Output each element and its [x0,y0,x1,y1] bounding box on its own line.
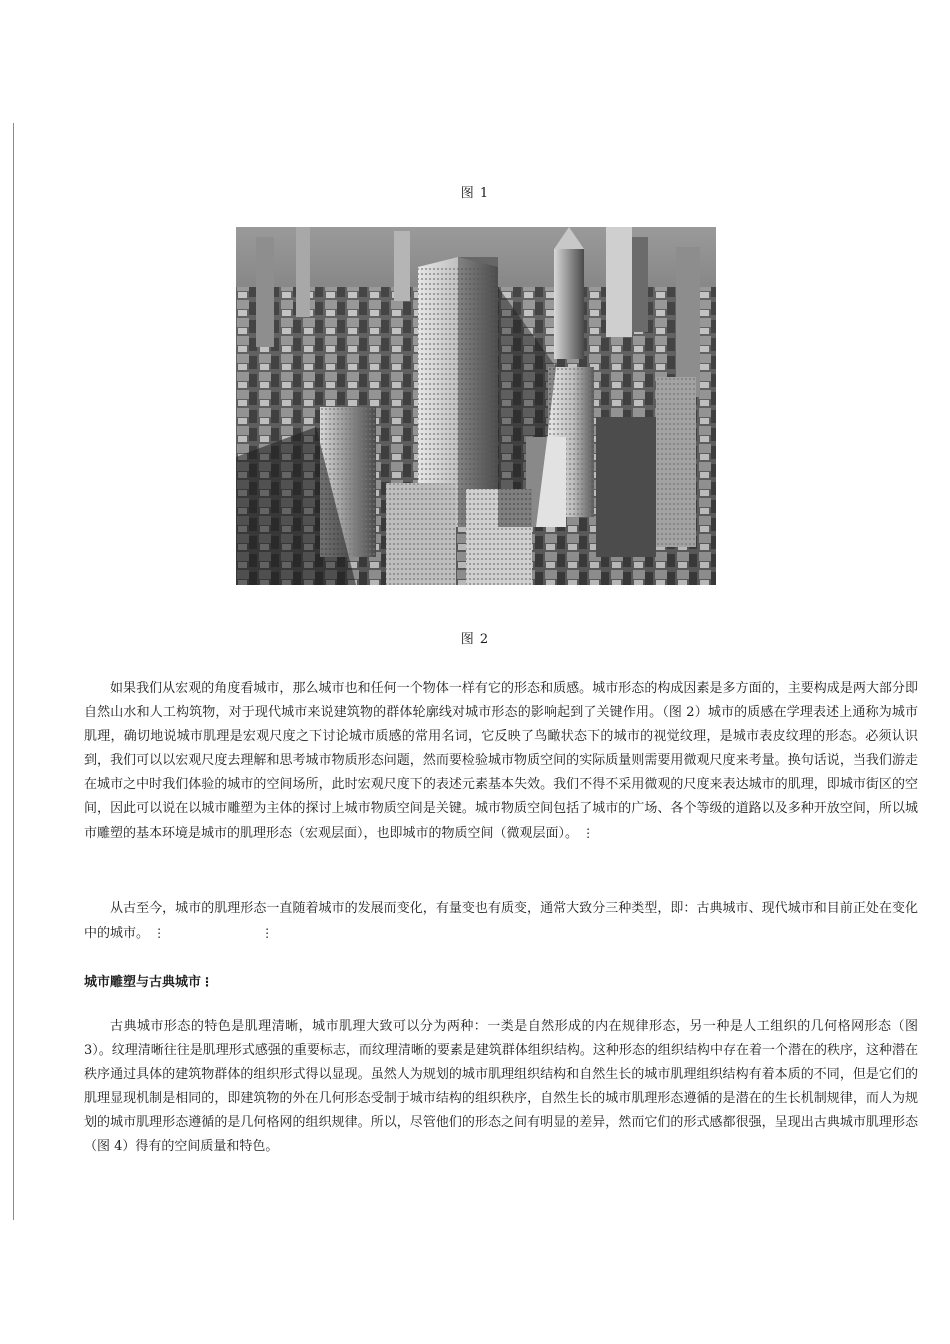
body-paragraph-3 [84,1015,918,1159]
section-heading [84,973,213,992]
footnote-mark: ⋮ [582,826,595,840]
paragraph-3-text: 古典城市形态的特色是肌理清晰，城市肌理大致可以分为两种：一类是自然形成的内在规律形态，另一种是人工组织的几何格网形态（图 3）。纹理清晰往往是肌理形式感强的重要标志，而纹理清晰的要素是建筑群体组织结构。这种形态的组织结构中存在着一个潜在的秩序，这种潜在秩序通过具体的建筑物群体的组织形式得以显现。虽然人为规划的城市肌理组织结构和自然生长的城市肌理组织结构有着本质的不同，但是它们的肌理显现机制是相同的，即建筑物的外在几何形态受制于城市结构的组织秩序，自然生长的城市肌理形态遵循的是潜在的生长机制规律，而人为规划的城市肌理形态遵循的是几何格网的组织规律。所以，尽管他们的形态之间有明显的差异，然而它们的形式感都很强，呈现出古典城市肌理形态（图 4）得有的空间质量和特色。 [84,1019,918,1154]
page-margin-rule [13,123,14,1220]
aerial-city-photo-icon [236,227,716,585]
aerial-city-photo [236,227,716,585]
body-paragraph-1 [84,677,918,846]
figure-2-caption: 图 2 [460,632,490,647]
section-heading-text: 城市雕塑与古典城市 [84,975,202,990]
footnote-mark: ⋮ [261,926,274,940]
footnote-mark: ⋮ [153,926,166,940]
body-paragraph-2 [84,897,918,946]
footnote-mark: ⋮ [201,975,214,989]
paragraph-2-text: 从古至今，城市的肌理形态一直随着城市的发展而变化，有量变也有质变，通常大致分三种类型，即：古典城市、现代城市和目前正处在变化中的城市。 [84,901,918,941]
figure-1-caption: 图 1 [460,186,490,201]
paragraph-1-text: 如果我们从宏观的角度看城市，那么城市也和任何一个物体一样有它的形态和质感。城市形态的构成因素是多方面的，主要构成是两大部分即自然山水和人工构筑物，对于现代城市来说建筑物的群体轮廓线对城市形态的影响起到了关键作用。（图 2）城市的质感在学理表述上通称为城市肌理，确切地说城市肌理是宏观尺度之下讨论城市质感的常用名词，它反映了鸟瞰状态下的城市的视觉纹理，是城市表皮纹理的形态。必须认识到，我们可以以宏观尺度去理解和思考城市物质形态问题，然而要检验城市物质空间的实际质量则需要用微观尺度来考量。换句话说，当我们游走在城市之中时我们体验的城市的空间场所，此时宏观尺度下的表述元素基本失效。我们不得不采用微观的尺度来表达城市的肌理，即城市街区的空间，因此可以说在以城市雕塑为主体的探讨上城市物质空间是关键。城市物质空间包括了城市的广场、各个等级的道路以及多种开放空间，所以城市雕塑的基本环境是城市的肌理形态（宏观层面），也即城市的物质空间（微观层面）。 [84,681,918,841]
